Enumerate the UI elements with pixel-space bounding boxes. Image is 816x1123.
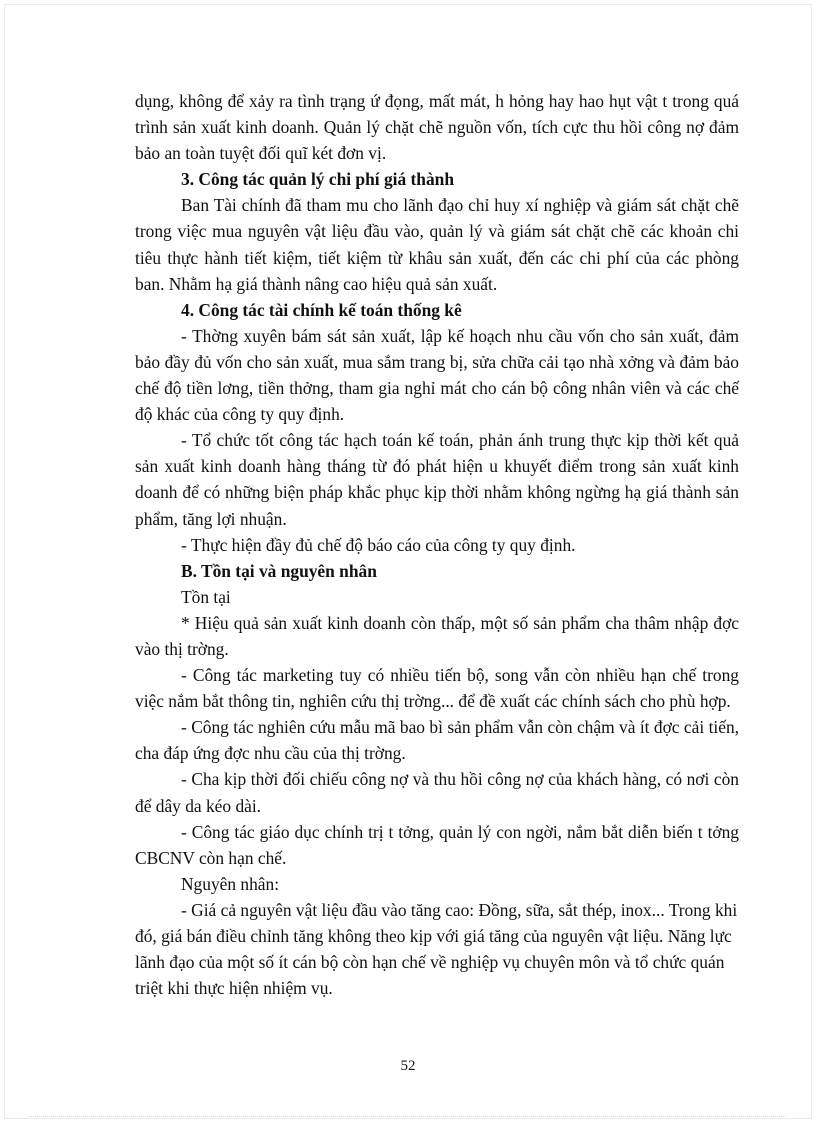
paragraph: Tồn tại bbox=[181, 586, 231, 607]
paragraph: - Thờng xuyên bám sát sản xuất, lập kế hoạch nhu cầu vốn cho sản xuất, đảm bảo đầy đủ vốn cho sản xuất, mua sắm trang bị, sửa chữa cải tạo nhà xởng và đảm bảo chế độ tiền lơng, tiền thởng, tham gia nghỉ mát cho cán bộ công nhân viên và các chế độ khác của công ty quy định. bbox=[135, 325, 739, 425]
paragraph: - Giá cả nguyên vật liệu đầu vào tăng cao: Đồng, sữa, sắt thép, inox... Trong khi đó, giá bán điều chỉnh tăng không theo kịp với giá tăng của nguyên vật liệu. Năng lực lãnh đạo của một số ít cán bộ còn hạn chế về nghiệp vụ chuyên môn và tổ chức quán triệt khi thực hiện nhiệm vụ. bbox=[135, 899, 738, 999]
section-heading: 3. Công tác quản lý chi phí giá thành bbox=[181, 169, 455, 190]
bottom-divider bbox=[30, 1116, 786, 1117]
section-heading: B. Tồn tại và nguyên nhân bbox=[181, 560, 377, 581]
paragraph: * Hiệu quả sản xuất kinh doanh còn thấp, một số sản phẩm cha thâm nhập đợc vào thị trờng. bbox=[135, 612, 739, 659]
paragraph: dụng, không để xảy ra tình trạng ứ đọng, mất mát, h hỏng hay hao hụt vật t trong quá trình sản xuất kinh doanh. Quản lý chặt chẽ nguồn vốn, tích cực thu hồi công nợ đảm bảo an toàn tuyệt đối quĩ két đơn vị. bbox=[135, 91, 739, 164]
paragraph: - Thực hiện đầy đủ chế độ báo cáo của công ty quy định. bbox=[181, 534, 576, 555]
document-body bbox=[135, 88, 739, 1001]
paragraph: - Công tác nghiên cứu mẫu mã bao bì sản phẩm vẫn còn chậm và ít đợc cải tiến, cha đáp ứng đợc nhu cầu của thị trờng. bbox=[135, 717, 739, 764]
section-heading: 4. Công tác tài chính kế toán thống kê bbox=[181, 299, 462, 320]
paragraph: - Công tác giáo dục chính trị t tởng, quản lý con ngời, nắm bắt diễn biến t tởng CBCNV còn hạn chế. bbox=[135, 821, 739, 868]
paragraph: - Tổ chức tốt công tác hạch toán kế toán, phản ánh trung thực kịp thời kết quả sản xuất kinh doanh hàng tháng từ đó phát hiện u khuyết điểm trong sản xuất kinh doanh để có những biện pháp khắc phục kịp thời nhằm không ngừng hạ giá thành sản phẩm, tăng lợi nhuận. bbox=[135, 430, 739, 529]
paragraph: - Công tác marketing tuy có nhiều tiến bộ, song vẫn còn nhiều hạn chế trong việc nắm bắt thông tin, nghiên cứu thị trờng... để đề xuất các chính sách cho phù hợp. bbox=[135, 665, 739, 712]
paragraph: Nguyên nhân: bbox=[181, 873, 280, 894]
paragraph: Ban Tài chính đã tham mu cho lãnh đạo chỉ huy xí nghiệp và giám sát chặt chẽ trong việc mua nguyên vật liệu đầu vào, quản lý và giám sát chặt chẽ các khoản chi tiêu thực hành tiết kiệm, tiết kiệm từ khâu sản xuất, đến các chi phí của các phòng ban. Nhằm hạ giá thành nâng cao hiệu quả sản xuất. bbox=[135, 195, 739, 294]
paragraph: - Cha kịp thời đối chiếu công nợ và thu hồi công nợ của khách hàng, có nơi còn để dây da kéo dài. bbox=[135, 769, 739, 816]
page-number: 52 bbox=[400, 1058, 416, 1074]
